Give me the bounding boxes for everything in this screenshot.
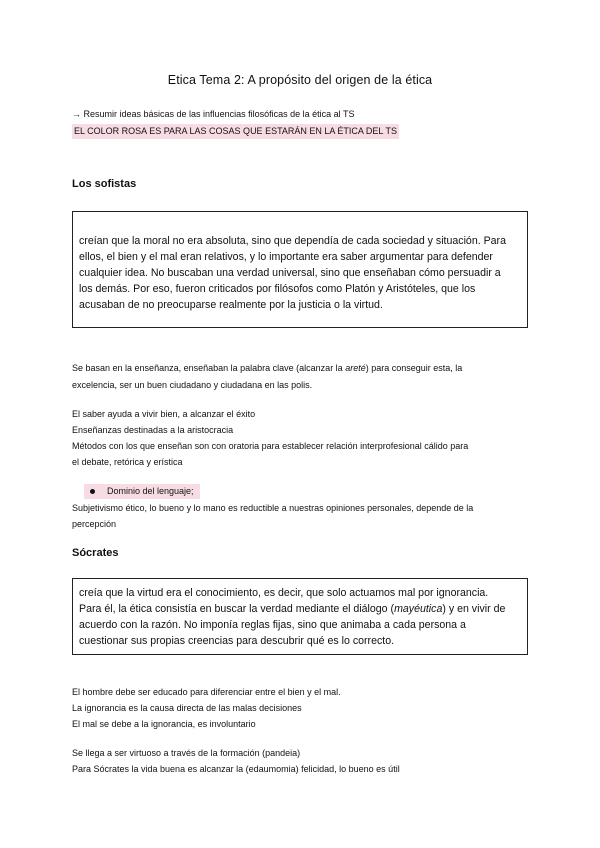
note-line: El saber ayuda a vivir bien, a alcanzar el éxito — [72, 409, 256, 419]
socrates-notes-2 — [72, 745, 400, 777]
box-line: acusaban de no preocuparse realmente por la justicia o la virtud. — [79, 299, 383, 311]
bullet-item — [84, 484, 200, 499]
note-line: Se llega a ser virtuoso a través de la formación (pandeia) — [72, 748, 301, 758]
box-text: Para él, la ética consistía en buscar la verdad mediante el diálogo ( — [79, 603, 395, 615]
box-line — [79, 601, 521, 617]
para-text: Se basan en la enseñanza, enseñaban la palabra clave (alcanzar la — [72, 363, 346, 373]
term-arete: areté — [345, 363, 366, 373]
note-line: El mal se debe a la ignorancia, es involuntario — [72, 719, 256, 729]
heading-sofistas: Los sofistas — [72, 178, 137, 190]
subjetivismo-note — [72, 500, 473, 532]
box-line: ellos, el bien y el mal eran relativos, y lo importante era saber argumentar para defender — [79, 251, 493, 263]
term-mayeutica: mayéutica — [394, 603, 443, 615]
note-line: el debate, retórica y erística — [72, 457, 183, 467]
box-line: creía que la virtud era el conocimiento, es decir, que solo actuamos mal por ignorancia. — [79, 587, 489, 599]
box-line: los demás. Por eso, fueron criticados por filósofos como Platón y Aristóteles, que los — [79, 283, 476, 295]
note-line: percepción — [72, 519, 117, 529]
note-line: La ignorancia es la causa directa de las malas decisiones — [72, 703, 302, 713]
box-text: ) y en vivir de — [442, 603, 506, 615]
bullet-text: Dominio del lenguaje; — [107, 486, 194, 496]
sofistas-notes — [72, 406, 468, 470]
para-text: excelencia, ser un buen ciudadano y ciudadana en las polis. — [72, 380, 313, 390]
page-title: Etica Tema 2: A propósito del origen de la ética — [167, 73, 433, 87]
box-line: cuestionar sus propias creencias para descubrir qué es lo correcto. — [79, 635, 395, 647]
pink-legend-note: EL COLOR ROSA ES PARA LAS COSAS QUE ESTARÁN EN LA ÉTICA DEL TS — [72, 124, 399, 139]
socrates-summary-box — [72, 578, 528, 655]
box-line: cualquier idea. No buscaban una verdad universal, sino que enseñaban cómo persuadir a — [79, 267, 501, 279]
note-line: Métodos con los que enseñan son con oratoria para establecer relación interprofesional cálido para — [72, 441, 469, 451]
note-line: El hombre debe ser educado para diferenciar entre el bien y el mal. — [72, 687, 341, 697]
note-line: Para Sócrates la vida buena es alcanzar la (edaumomia) felicidad, lo bueno es útil — [72, 764, 400, 774]
note-line: Enseñanzas destinadas a la aristocracia — [72, 425, 234, 435]
box-line: creían que la moral no era absoluta, sino que dependía de cada sociedad y situación. Para — [79, 235, 506, 247]
para-text: ) para conseguir esta, la — [365, 363, 463, 373]
sofistas-paragraph — [72, 360, 532, 394]
socrates-notes — [72, 684, 341, 732]
intro-line: → Resumir ideas básicas de las influencias filosóficas de la ética al TS — [72, 109, 355, 119]
bullet-icon — [90, 489, 95, 494]
note-line: Subjetivismo ético, lo bueno y lo mano es reductible a nuestras opiniones personales, depende de la — [72, 503, 474, 513]
sofistas-summary-box — [72, 211, 528, 328]
heading-socrates: Sócrates — [72, 547, 119, 559]
box-line: acuerdo con la razón. No imponía reglas fijas, sino que animaba a cada persona a — [79, 619, 466, 631]
